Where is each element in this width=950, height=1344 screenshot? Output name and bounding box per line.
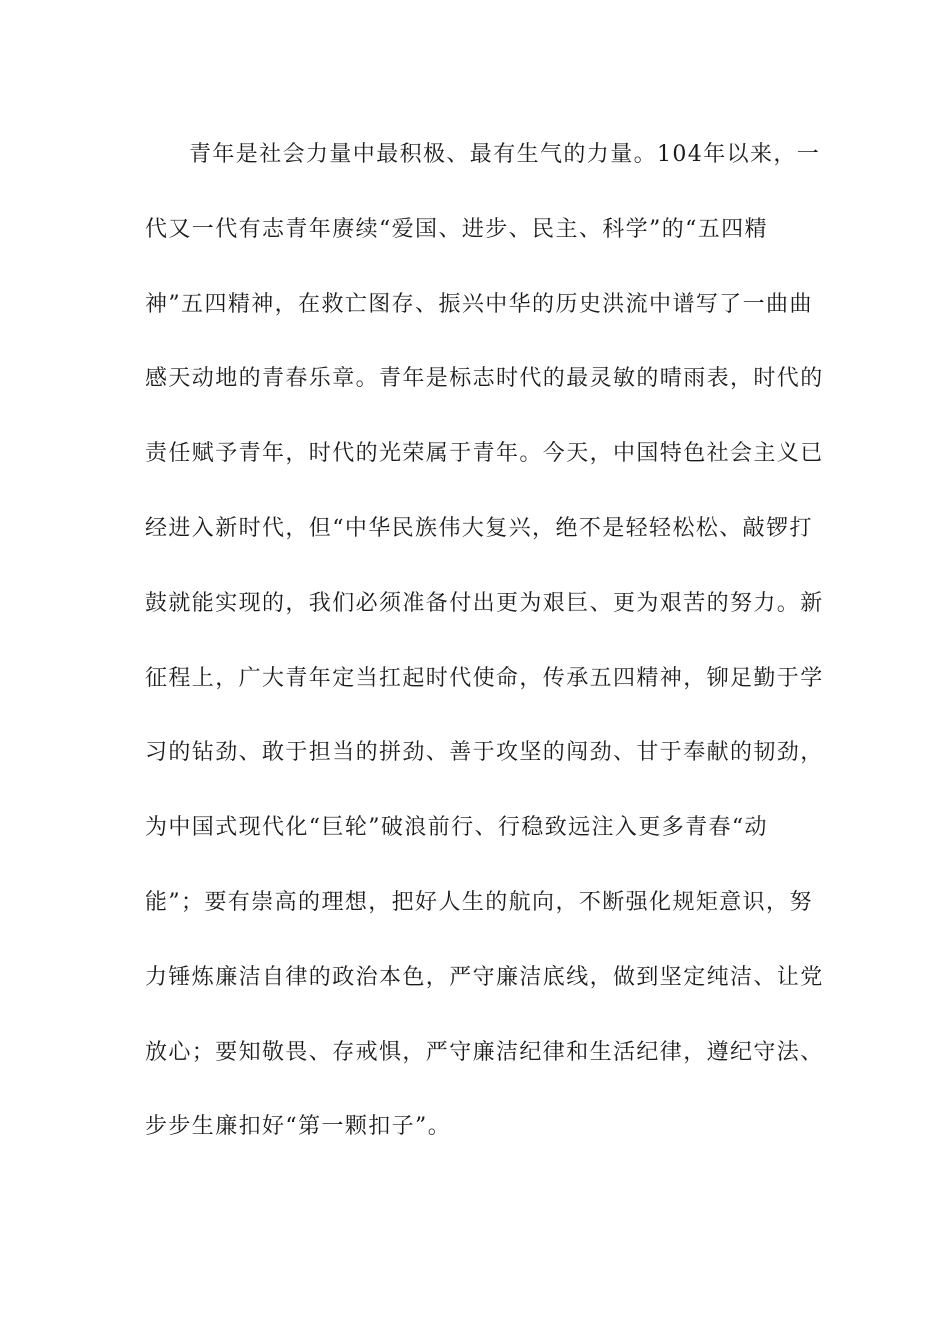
text-line-2: 代又一代有志青年赓续“爱国、进步、民主、科学”的“五四精: [145, 216, 768, 242]
text-line-12: 力锤炼廉洁自律的政治本色，严守廉洁底线，做到坚定纯洁、让党: [145, 964, 824, 990]
text-line-13: 放心；要知敬畏、存戒惧，严守廉洁纪律和生活纪律，遵纪守法、: [145, 1039, 824, 1065]
text-line-1: 青年是社会力量中最积极、最有生气的力量。104年以来，一: [189, 142, 821, 167]
text-line-9: 习的钻劲、敢于担当的拼劲、善于攻坚的闯劲、甘于奉献的韧劲，: [145, 740, 824, 766]
text-line-6: 经进入新时代，但“中华民族伟大复兴，绝不是轻轻松松、敲锣打: [145, 515, 813, 541]
text-line-14: 步步生廉扣好“第一颗扣子”。: [145, 1114, 452, 1140]
text-line-10: 为中国式现代化“巨轮”破浪前行、行稳致远注入更多青春“动: [145, 815, 768, 841]
text-line-8: 征程上，广大青年定当扛起时代使命，传承五四精神，铆足勤于学: [145, 665, 824, 691]
text-line-5: 责任赋予青年，时代的光荣属于青年。今天，中国特色社会主义已: [145, 441, 824, 467]
text-line-4: 感天动地的青春乐章。青年是标志时代的最灵敏的晴雨表，时代的: [145, 366, 824, 392]
text-line-3: 神”五四精神，在救亡图存、振兴中华的历史洪流中谱写了一曲曲: [145, 291, 813, 317]
paragraph: [145, 128, 824, 1175]
text-line-7: 鼓就能实现的，我们必须准备付出更为艰巨、更为艰苦的努力。新: [145, 590, 824, 616]
text-line-11: 能”；要有崇高的理想，把好人生的航向，不断强化规矩意识，努: [145, 889, 813, 915]
